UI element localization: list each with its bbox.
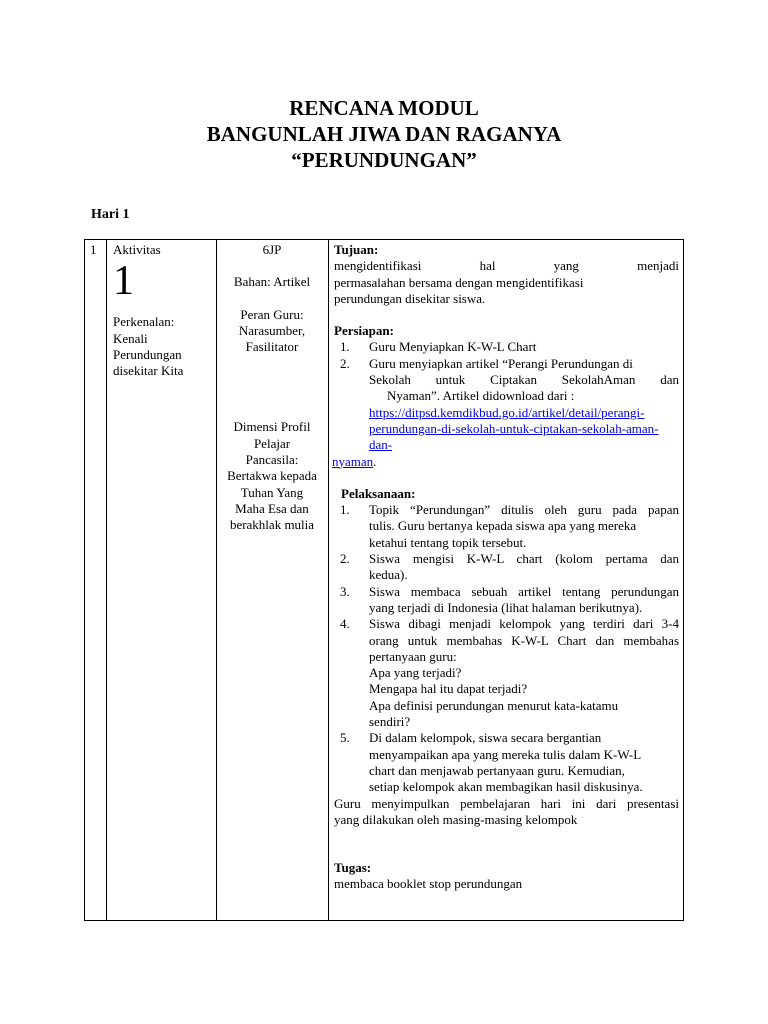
list-line: Siswa mengisi K-W-L chart (kolom pertama dan (369, 551, 679, 567)
impl-list (334, 502, 679, 795)
list-line: Di dalam kelompok, siswa secara bergantian (369, 730, 602, 746)
activity-cell (113, 242, 213, 379)
list-line: sendiri? (369, 714, 411, 730)
profile-line: Dimensi Profil (233, 419, 311, 435)
teacher-role (218, 307, 326, 356)
article-link-line[interactable]: dan- (369, 437, 393, 453)
list-line: Sekolah untuk Ciptakan SekolahAman dan (369, 372, 679, 388)
duration: 6JP (262, 242, 282, 257)
profile-line: Maha Esa dan (235, 500, 309, 516)
list-number: 5. (340, 730, 350, 746)
activity-name-line: Perkenalan: (113, 314, 175, 330)
list-item (334, 502, 679, 551)
column-divider (328, 240, 329, 920)
list-line: Guru menyiapkan artikel “Perangi Perundungan di (369, 355, 633, 371)
prep-heading: Persiapan: (334, 323, 394, 339)
article-link-tail[interactable]: nyaman (332, 453, 374, 469)
activity-name-line: Perundungan (113, 346, 182, 362)
list-line: Topik “Perundungan” ditulis oleh guru pada papan (369, 502, 679, 518)
activity-name (113, 314, 213, 379)
list-line: setiap kelompok akan membagikan hasil diskusinya. (369, 779, 643, 795)
list-line: Siswa dibagi menjadi kelompok yang terdiri dari 3-4 (369, 616, 679, 632)
profile-line: berakhlak mulia (229, 517, 315, 533)
list-item (334, 356, 679, 405)
goal-line: perundungan disekitar siswa. (334, 290, 486, 306)
list-number: 2. (340, 551, 350, 567)
profile-line: Tuhan Yang (240, 484, 304, 500)
task-heading: Tugas: (334, 860, 372, 876)
teacher-role-line: Fasilitator (245, 339, 299, 355)
list-item (334, 584, 679, 617)
list-line: Nyaman”. Artikel didownload dari : (387, 388, 575, 404)
list-item (334, 551, 679, 584)
article-link-line[interactable]: perundungan-di-sekolah-untuk-ciptakan-sekolah-aman- (369, 420, 659, 436)
activity-name-line: Kenali (113, 330, 148, 346)
details-cell (334, 242, 679, 893)
impl-heading: Pelaksanaan: (341, 485, 416, 501)
list-item (334, 730, 679, 795)
task-text: membaca booklet stop perundungan (334, 876, 523, 892)
list-line: Apa definisi perundungan menurut kata-katamu (369, 697, 619, 713)
conclusion-line: yang dilakukan oleh masing-masing kelompok (334, 811, 578, 827)
list-line: Siswa membaca sebuah artikel tentang perundungan (369, 583, 679, 599)
list-line: Mengapa hal itu dapat terjadi? (369, 681, 528, 697)
profile-dimension (218, 419, 326, 533)
profile-line: Pancasila: (245, 452, 299, 468)
list-line: yang terjadi di Indonesia (lihat halaman berikutnya). (369, 599, 643, 615)
activity-number: 1 (113, 258, 134, 305)
column-divider (106, 240, 107, 920)
teacher-role-line: Peran Guru: (240, 306, 304, 322)
activity-label: Aktivitas (113, 242, 161, 257)
list-line: menyampaikan apa yang mereka tulis dalam K-W-L (369, 746, 642, 762)
article-link-line[interactable]: https://ditpsd.kemdikbud.go.id/artikel/detail/perangi- (369, 404, 645, 420)
profile-line: Bertakwa kepada (227, 468, 317, 484)
conclusion-line: Guru menyimpulkan pembelajaran hari ini dari presentasi (334, 795, 679, 811)
goal-line: mengidentifikasi hal yang menjadi (334, 258, 679, 274)
list-number: 3. (340, 583, 350, 599)
list-line: tulis. Guru bertanya kepada siswa apa yang mereka (369, 518, 637, 534)
list-number: 4. (340, 616, 350, 632)
info-cell (218, 242, 326, 534)
list-line: ketahui tentang topik tersebut. (369, 534, 527, 550)
list-number: 1. (340, 339, 350, 355)
list-line: Apa yang terjadi? (369, 665, 462, 681)
column-divider (216, 240, 217, 920)
list-line: Guru Menyiapkan K-W-L Chart (369, 339, 537, 355)
row-number: 1 (90, 242, 97, 257)
list-line: kedua). (369, 567, 408, 583)
profile-line: Pelajar (253, 435, 291, 451)
document-title-line-2: BANGUNLAH JIWA DAN RAGANYA (206, 122, 562, 146)
prep-list (334, 339, 679, 404)
document-title-line-3: “PERUNDUNGAN” (291, 148, 477, 172)
list-line: chart dan menjawab pertanyaan guru. Kemudian, (369, 762, 625, 778)
list-line: orang untuk membahas K-W-L Chart dan membahas (369, 632, 679, 648)
teacher-role-line: Narasumber, (238, 322, 306, 338)
day-heading: Hari 1 (91, 207, 130, 222)
activity-name-line: disekitar Kita (113, 363, 184, 379)
activity-table (84, 239, 684, 921)
article-link-block[interactable] (334, 405, 679, 454)
list-item (334, 616, 679, 730)
document-title-line-1: RENCANA MODUL (289, 96, 479, 120)
material: Bahan: Artikel (233, 274, 311, 290)
list-line: pertanyaan guru: (369, 648, 457, 664)
list-number: 1. (340, 502, 350, 518)
link-period: . (373, 453, 377, 469)
list-item (334, 339, 679, 355)
goal-line: permasalahan bersama dengan mengidentifikasi (334, 274, 584, 290)
list-number: 2. (340, 355, 350, 371)
goal-heading: Tujuan: (334, 242, 379, 257)
